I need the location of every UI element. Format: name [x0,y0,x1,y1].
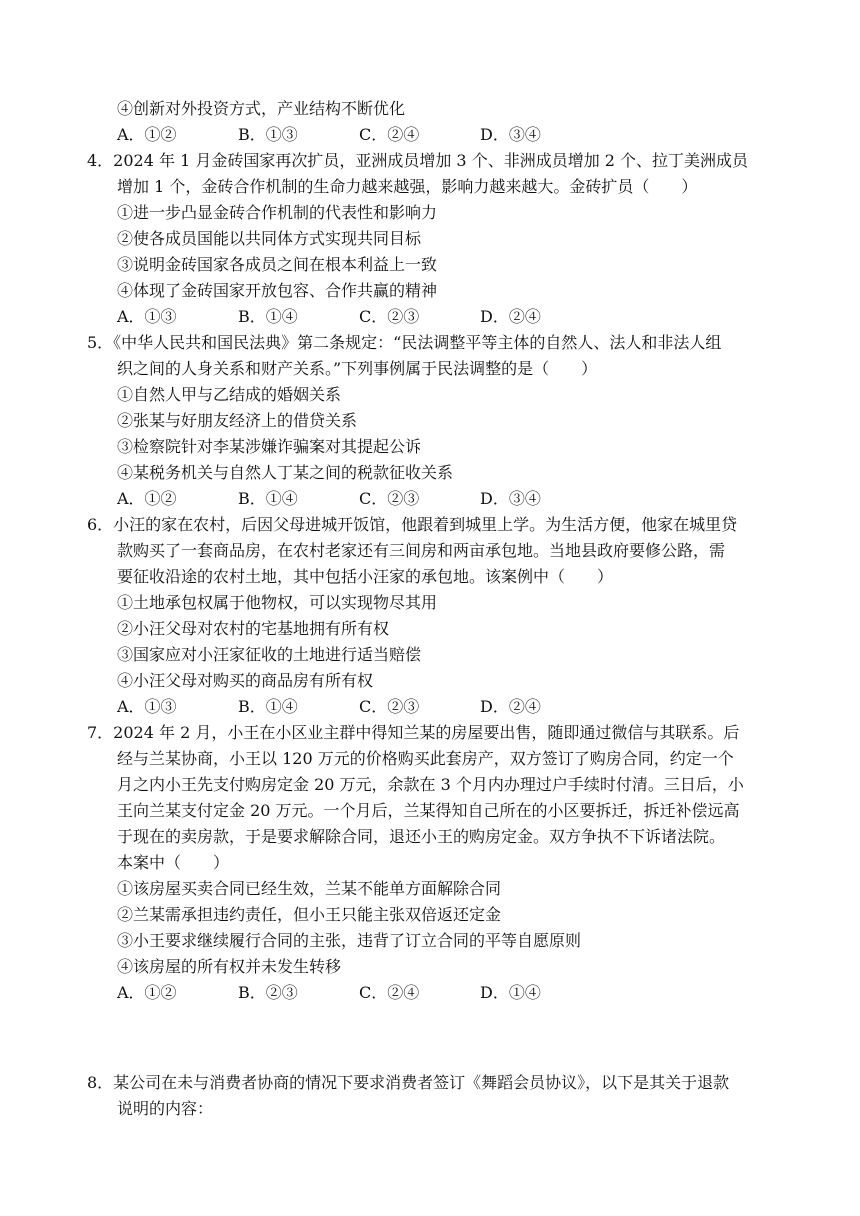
q4-item-3: ③说明金砖国家各成员之间在根本利益上一致 [117,255,438,274]
q7-options [117,983,597,1003]
q7-option-a: A．①② [117,983,177,1002]
q7-option-d: D．①④ [480,983,541,1002]
q7-stem-line-5: 于现在的卖房款，于是要求解除合同，退还小王的购房定金。双方争执不下诉诸法院。 [117,827,726,846]
q3-item-4: ④创新对外投资方式，产业结构不断优化 [117,99,406,118]
q5-item-4: ④某税务机关与自然人丁某之间的税款征收关系 [117,463,454,482]
q6-option-b: B．①④ [238,697,298,716]
q5-stem-line-2: 织之间的人身关系和财产关系。”下列事例属于民法调整的是（ ） [117,359,598,378]
q4-option-c: C．②③ [359,307,420,326]
q6-stem-line-2: 款购买了一套商品房，在农村老家还有三间房和两亩承包地。当地县政府要修公路，需 [117,541,726,560]
q7-option-b: B．②③ [238,983,298,1002]
q4-options [117,307,597,327]
q6-item-4: ④小汪父母对购买的商品房有所有权 [117,671,374,690]
q8-stem-line-2: 说明的内容： [117,1099,214,1118]
q5-option-a: A．①② [117,489,177,508]
q3-options [117,125,597,145]
q7-item-3: ③小王要求继续履行合同的主张，违背了订立合同的平等自愿原则 [117,931,582,950]
q4-item-2: ②使各成员国能以共同体方式实现共同目标 [117,229,422,248]
q4-item-1: ①进一步凸显金砖合作机制的代表性和影响力 [117,203,438,222]
q5-item-3: ③检察院针对李某涉嫌诈骗案对其提起公诉 [117,437,422,456]
q5-stem-line-1: 5．《中华人民共和国民法典》第二条规定：“民法调整平等主体的自然人、法人和非法人组 [87,333,722,352]
q7-stem-line-4: 王向兰某支付定金 20 万元。一个月后，兰某得知自己所在的小区要拆迁，拆迁补偿远高 [117,801,740,820]
q5-option-b: B．①④ [238,489,298,508]
q6-item-1: ①土地承包权属于他物权，可以实现物尽其用 [117,593,438,612]
q5-item-2: ②张某与好朋友经济上的借贷关系 [117,411,358,430]
q7-stem-line-6: 本案中（ ） [117,853,230,872]
q7-item-2: ②兰某需承担违约责任，但小王只能主张双倍返还定金 [117,905,502,924]
q5-options [117,489,597,509]
q6-options [117,697,597,717]
q6-option-a: A．①③ [117,697,177,716]
q7-item-4: ④该房屋的所有权并未发生转移 [117,957,342,976]
q4-option-d: D．②④ [480,307,541,326]
q5-item-1: ①自然人甲与乙结成的婚姻关系 [117,385,342,404]
q4-stem-line-1: 4．2024 年 1 月金砖国家再次扩员，亚洲成员增加 3 个、非洲成员增加 2 个、拉丁美洲成员 [87,151,749,170]
q3-option-b: B．①③ [238,125,298,144]
q4-item-4: ④体现了金砖国家开放包容、合作共赢的精神 [117,281,438,300]
q3-option-a: A．①② [117,125,177,144]
q6-stem-line-3: 要征收沿途的农村土地，其中包括小汪家的承包地。该案例中（ ） [117,567,614,586]
q7-stem-line-2: 经与兰某协商，小王以 120 万元的价格购买此套房产，双方签订了购房合同，约定一个 [117,749,734,768]
q7-option-c: C．②④ [359,983,420,1002]
q4-option-a: A．①③ [117,307,177,326]
q7-stem-line-3: 月之内小王先支付购房定金 20 万元，余款在 3 个月内办理过户手续时付清。三日后，小 [117,775,744,794]
q6-item-2: ②小汪父母对农村的宅基地拥有所有权 [117,619,390,638]
q5-option-c: C．②③ [359,489,420,508]
q5-option-d: D．③④ [480,489,541,508]
q8-stem-line-1: 8．某公司在未与消费者协商的情况下要求消费者签订《舞蹈会员协议》，以下是其关于退款 [87,1073,730,1092]
q4-stem-line-2: 增加 1 个，金砖合作机制的生命力越来越强，影响力越来越大。金砖扩员（ ） [117,177,698,196]
q6-option-d: D．②④ [480,697,541,716]
q6-item-3: ③国家应对小汪家征收的土地进行适当赔偿 [117,645,422,664]
q4-option-b: B．①④ [238,307,298,326]
q7-stem-line-1: 7．2024 年 2 月，小王在小区业主群中得知兰某的房屋要出售，随即通过微信与其联系。后 [87,723,740,742]
q7-item-1: ①该房屋买卖合同已经生效，兰某不能单方面解除合同 [117,879,502,898]
q3-option-c: C．②④ [359,125,420,144]
q6-option-c: C．②③ [359,697,420,716]
q3-option-d: D．③④ [480,125,541,144]
q6-stem-line-1: 6．小汪的家在农村，后因父母进城开饭馆，他跟着到城里上学。为生活方便，他家在城里贷 [87,515,738,534]
